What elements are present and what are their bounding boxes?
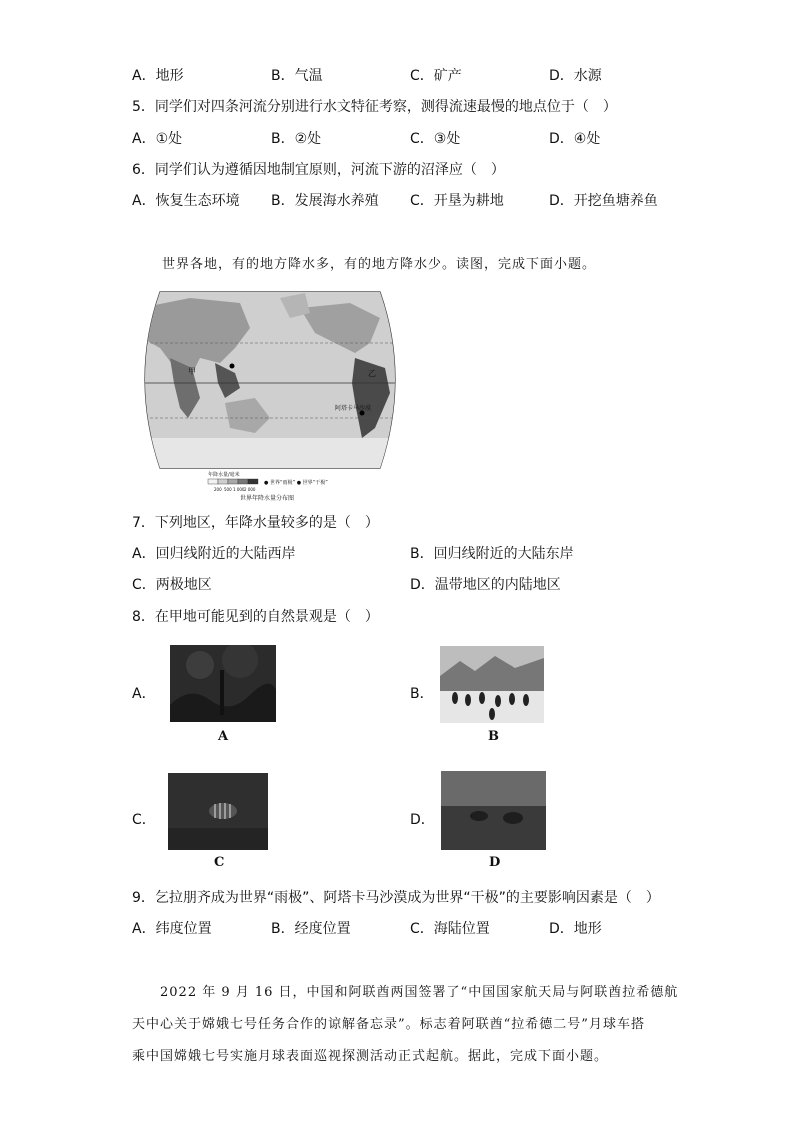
map-legend-swatches xyxy=(208,479,258,484)
q8-option-c-label: C． xyxy=(132,812,156,828)
q8-image-a-rainforest xyxy=(170,645,276,722)
q4-option-a: A．地形 xyxy=(132,68,184,84)
q6-stem: 6．同学们认为遵循因地制宜原则，河流下游的沼泽应（ ） xyxy=(132,162,505,178)
map-label-jia: 甲 xyxy=(188,367,196,376)
q5-option-a: A．①处 xyxy=(132,131,183,147)
q9-option-a: A．纬度位置 xyxy=(132,921,212,937)
q5-option-b: B．②处 xyxy=(271,131,322,147)
q8-caption-d: D xyxy=(489,855,501,870)
q8-image-c-zebra xyxy=(168,773,268,850)
q8-caption-a: A xyxy=(218,729,229,744)
q5-stem: 5．同学们对四条河流分别进行水文特征考察，测得流速最慢的地点位于（ ） xyxy=(132,99,617,115)
q9-option-d: D．地形 xyxy=(549,921,602,937)
q7-option-d: D．温带地区的内陆地区 xyxy=(410,577,561,593)
q6-option-b: B．发展海水养殖 xyxy=(271,193,379,209)
map-legend-tick-2: 500 xyxy=(224,487,232,492)
q8-option-a-label: A． xyxy=(132,686,156,702)
q7-option-b: B．回归线附近的大陆东岸 xyxy=(410,546,574,562)
passage-chang-e-line1: 2022 年 9 月 16 日，中国和阿联酋两国签署了“中国国家航天局与阿联酋拉希德航 xyxy=(160,985,679,1000)
q6-option-d: D．开挖鱼塘养鱼 xyxy=(549,193,658,209)
q7-option-a: A．回归线附近的大陆西岸 xyxy=(132,546,296,562)
world-precipitation-map xyxy=(130,288,410,503)
map-label-atacama: 阿塔卡马沙漠 xyxy=(335,405,372,412)
q9-option-b: B．经度位置 xyxy=(271,921,351,937)
map-legend-marks: ● 世界“雨极” ● 世界“干极” xyxy=(264,480,328,486)
q9-stem: 9．乞拉朋齐成为世界“雨极”、阿塔卡马沙漠成为世界“干极”的主要影响因素是（ ） xyxy=(132,890,660,906)
q6-option-c: C．开垦为耕地 xyxy=(410,193,504,209)
map-legend-tick-4: 2 000 xyxy=(244,487,256,492)
passage-chang-e-line3: 乘中国嫦娥七号实施月球表面巡视探测活动正式起航。据此，完成下面小题。 xyxy=(132,1049,609,1064)
passage-rainfall-intro: 世界各地，有的地方降水多，有的地方降水少。读图，完成下面小题。 xyxy=(162,257,597,272)
q4-option-b: B．气温 xyxy=(271,68,323,84)
q4-option-c: C．矿产 xyxy=(410,68,462,84)
q8-option-d-label: D． xyxy=(410,812,435,828)
map-caption: 世界年降水量分布图 xyxy=(240,495,295,502)
q9-option-c: C．海陆位置 xyxy=(410,921,490,937)
q8-caption-c: C xyxy=(214,855,225,870)
passage-chang-e-line2: 天中心关于嫦娥七号任务合作的谅解备忘录”。标志着阿联酋“拉希德二号”月球车搭 xyxy=(132,1017,645,1032)
q4-option-d: D．水源 xyxy=(549,68,602,84)
q7-stem: 7．下列地区，年降水量较多的是（ ） xyxy=(132,515,379,531)
map-label-yi: 乙 xyxy=(368,369,376,378)
q8-image-b-penguins xyxy=(440,646,544,723)
q7-option-c: C．两极地区 xyxy=(132,577,212,593)
q8-option-b-label: B． xyxy=(410,686,434,702)
q8-stem: 8．在甲地可能见到的自然景观是（ ） xyxy=(132,609,379,625)
q6-option-a: A．恢复生态环境 xyxy=(132,193,240,209)
q8-caption-b: B xyxy=(488,729,499,744)
q8-image-d-savanna xyxy=(441,771,546,850)
q5-option-d: D．④处 xyxy=(549,131,601,147)
map-legend-title: 年降水量/毫米 xyxy=(208,472,240,478)
map-legend-tick-3: 1 000 xyxy=(233,487,245,492)
q5-option-c: C．③处 xyxy=(410,131,461,147)
map-legend-tick-1: 200 xyxy=(214,487,222,492)
